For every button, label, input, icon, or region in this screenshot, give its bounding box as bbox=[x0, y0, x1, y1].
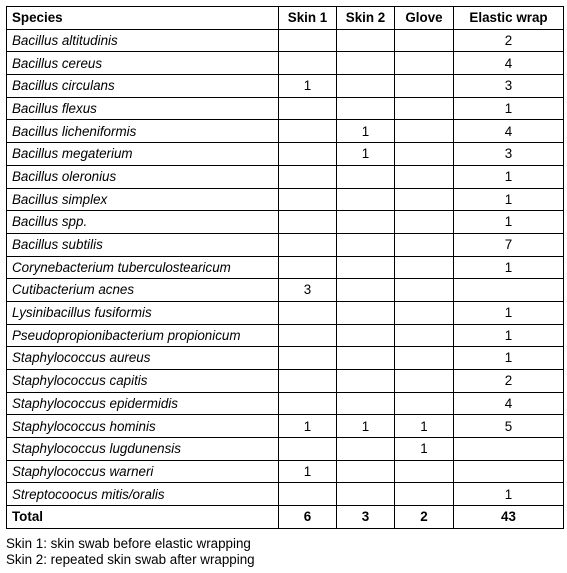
species-name: Corynebacterium tuberculostearicum bbox=[7, 256, 279, 279]
note-skin-1: Skin 1: skin swab before elastic wrapping bbox=[6, 536, 251, 551]
elastic-wrap-count: 1 bbox=[454, 347, 564, 370]
total-skin-1: 6 bbox=[279, 506, 337, 529]
glove-count bbox=[395, 483, 454, 506]
table-row bbox=[7, 370, 564, 393]
species-name: Streptocoocus mitis/oralis bbox=[7, 483, 279, 506]
skin-2-count bbox=[337, 97, 395, 120]
glove-count bbox=[395, 324, 454, 347]
species-name: Staphylococcus aureus bbox=[7, 347, 279, 370]
skin-1-count bbox=[279, 347, 337, 370]
table-row bbox=[7, 97, 564, 120]
skin-1-count bbox=[279, 188, 337, 211]
column-header-skin-1: Skin 1 bbox=[279, 7, 337, 30]
species-name: Bacillus circulans bbox=[7, 75, 279, 98]
glove-count bbox=[395, 279, 454, 302]
table-body bbox=[7, 29, 564, 505]
table-row bbox=[7, 233, 564, 256]
skin-1-count bbox=[279, 256, 337, 279]
skin-2-count bbox=[337, 165, 395, 188]
table-row bbox=[7, 120, 564, 143]
species-name: Staphylococcus capitis bbox=[7, 370, 279, 393]
skin-1-count bbox=[279, 211, 337, 234]
elastic-wrap-count: 4 bbox=[454, 392, 564, 415]
glove-count bbox=[395, 347, 454, 370]
species-name: Staphylococcus epidermidis bbox=[7, 392, 279, 415]
species-name: Cutibacterium acnes bbox=[7, 279, 279, 302]
skin-2-count bbox=[337, 370, 395, 393]
table-row bbox=[7, 279, 564, 302]
species-name: Bacillus simplex bbox=[7, 188, 279, 211]
glove-count bbox=[395, 392, 454, 415]
skin-1-count bbox=[279, 97, 337, 120]
elastic-wrap-count: 1 bbox=[454, 256, 564, 279]
skin-2-count bbox=[337, 256, 395, 279]
species-name: Lysinibacillus fusiformis bbox=[7, 301, 279, 324]
skin-2-count bbox=[337, 75, 395, 98]
glove-count bbox=[395, 75, 454, 98]
skin-1-count bbox=[279, 392, 337, 415]
skin-1-count bbox=[279, 324, 337, 347]
table-row bbox=[7, 211, 564, 234]
glove-count bbox=[395, 120, 454, 143]
species-name: Staphylococcus lugdunensis bbox=[7, 438, 279, 461]
skin-2-count bbox=[337, 392, 395, 415]
skin-2-count bbox=[337, 52, 395, 75]
species-name: Bacillus megaterium bbox=[7, 143, 279, 166]
glove-count bbox=[395, 233, 454, 256]
species-name: Bacillus oleronius bbox=[7, 165, 279, 188]
skin-1-count bbox=[279, 29, 337, 52]
skin-2-count bbox=[337, 460, 395, 483]
table-row bbox=[7, 165, 564, 188]
table-row bbox=[7, 460, 564, 483]
species-name: Bacillus cereus bbox=[7, 52, 279, 75]
column-header-species: Species bbox=[7, 7, 279, 30]
elastic-wrap-count: 2 bbox=[454, 370, 564, 393]
table-row bbox=[7, 438, 564, 461]
header-row bbox=[7, 7, 564, 30]
skin-1-count: 1 bbox=[279, 75, 337, 98]
glove-count bbox=[395, 97, 454, 120]
elastic-wrap-count: 4 bbox=[454, 52, 564, 75]
species-name: Bacillus spp. bbox=[7, 211, 279, 234]
elastic-wrap-count bbox=[454, 460, 564, 483]
skin-1-count bbox=[279, 165, 337, 188]
glove-count bbox=[395, 460, 454, 483]
table-row bbox=[7, 143, 564, 166]
elastic-wrap-count: 1 bbox=[454, 165, 564, 188]
elastic-wrap-count: 5 bbox=[454, 415, 564, 438]
skin-2-count: 1 bbox=[337, 143, 395, 166]
table-row bbox=[7, 188, 564, 211]
table-row bbox=[7, 483, 564, 506]
species-name: Bacillus altitudinis bbox=[7, 29, 279, 52]
elastic-wrap-count: 1 bbox=[454, 301, 564, 324]
table-row bbox=[7, 75, 564, 98]
glove-count bbox=[395, 211, 454, 234]
elastic-wrap-count: 1 bbox=[454, 188, 564, 211]
glove-count bbox=[395, 256, 454, 279]
table-row bbox=[7, 415, 564, 438]
skin-2-count bbox=[337, 211, 395, 234]
skin-2-count bbox=[337, 483, 395, 506]
glove-count bbox=[395, 143, 454, 166]
species-name: Staphylococcus hominis bbox=[7, 415, 279, 438]
glove-count bbox=[395, 301, 454, 324]
skin-2-count bbox=[337, 301, 395, 324]
skin-2-count bbox=[337, 29, 395, 52]
table-row bbox=[7, 324, 564, 347]
skin-1-count bbox=[279, 370, 337, 393]
table-footer bbox=[7, 506, 564, 529]
elastic-wrap-count: 1 bbox=[454, 97, 564, 120]
skin-1-count bbox=[279, 438, 337, 461]
elastic-wrap-count bbox=[454, 279, 564, 302]
glove-count bbox=[395, 370, 454, 393]
elastic-wrap-count: 1 bbox=[454, 324, 564, 347]
total-glove: 2 bbox=[395, 506, 454, 529]
glove-count: 1 bbox=[395, 415, 454, 438]
skin-1-count bbox=[279, 301, 337, 324]
skin-2-count bbox=[337, 279, 395, 302]
skin-1-count: 1 bbox=[279, 415, 337, 438]
table-notes bbox=[6, 536, 255, 568]
species-table-container bbox=[6, 6, 564, 529]
species-name: Staphylococcus warneri bbox=[7, 460, 279, 483]
skin-2-count bbox=[337, 324, 395, 347]
species-name: Bacillus subtilis bbox=[7, 233, 279, 256]
skin-1-count bbox=[279, 52, 337, 75]
elastic-wrap-count: 4 bbox=[454, 120, 564, 143]
glove-count bbox=[395, 165, 454, 188]
skin-1-count bbox=[279, 143, 337, 166]
elastic-wrap-count bbox=[454, 438, 564, 461]
elastic-wrap-count: 1 bbox=[454, 483, 564, 506]
note-skin-2: Skin 2: repeated skin swab after wrapping bbox=[6, 552, 255, 567]
skin-2-count: 1 bbox=[337, 120, 395, 143]
table-header bbox=[7, 7, 564, 30]
skin-2-count bbox=[337, 233, 395, 256]
table-row bbox=[7, 301, 564, 324]
glove-count bbox=[395, 188, 454, 211]
glove-count: 1 bbox=[395, 438, 454, 461]
glove-count bbox=[395, 52, 454, 75]
species-table bbox=[6, 6, 564, 529]
skin-1-count bbox=[279, 120, 337, 143]
table-row bbox=[7, 52, 564, 75]
table-row bbox=[7, 347, 564, 370]
skin-2-count bbox=[337, 438, 395, 461]
table-row bbox=[7, 29, 564, 52]
total-skin-2: 3 bbox=[337, 506, 395, 529]
species-name: Pseudopropionibacterium propionicum bbox=[7, 324, 279, 347]
elastic-wrap-count: 1 bbox=[454, 211, 564, 234]
elastic-wrap-count: 3 bbox=[454, 143, 564, 166]
skin-2-count bbox=[337, 188, 395, 211]
glove-count bbox=[395, 29, 454, 52]
skin-2-count: 1 bbox=[337, 415, 395, 438]
skin-1-count bbox=[279, 483, 337, 506]
elastic-wrap-count: 3 bbox=[454, 75, 564, 98]
skin-1-count: 1 bbox=[279, 460, 337, 483]
species-name: Bacillus licheniformis bbox=[7, 120, 279, 143]
skin-1-count bbox=[279, 233, 337, 256]
table-row bbox=[7, 392, 564, 415]
total-label: Total bbox=[7, 506, 279, 529]
total-row bbox=[7, 506, 564, 529]
column-header-glove: Glove bbox=[395, 7, 454, 30]
table-row bbox=[7, 256, 564, 279]
elastic-wrap-count: 2 bbox=[454, 29, 564, 52]
elastic-wrap-count: 7 bbox=[454, 233, 564, 256]
total-elastic-wrap: 43 bbox=[454, 506, 564, 529]
skin-1-count: 3 bbox=[279, 279, 337, 302]
column-header-skin-2: Skin 2 bbox=[337, 7, 395, 30]
column-header-elastic-wrap: Elastic wrap bbox=[454, 7, 564, 30]
skin-2-count bbox=[337, 347, 395, 370]
species-name: Bacillus flexus bbox=[7, 97, 279, 120]
